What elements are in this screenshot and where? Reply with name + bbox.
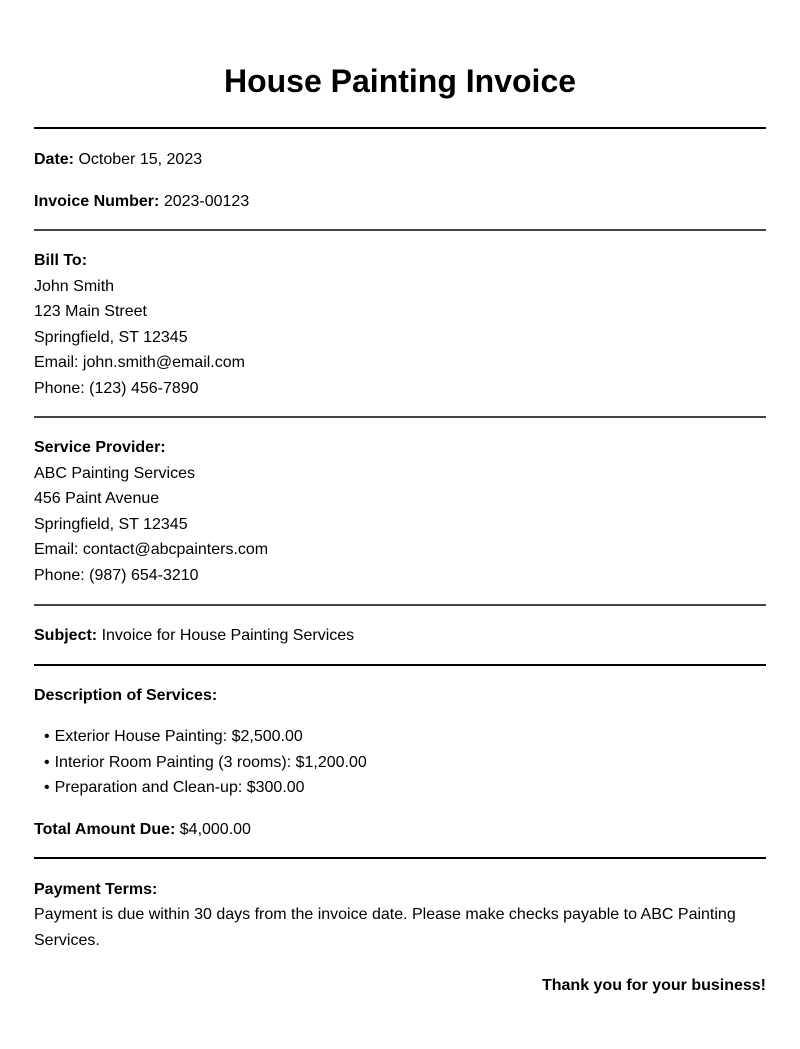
list-item bbox=[44, 750, 367, 776]
bill-to-email: Email: john.smith@email.com bbox=[34, 354, 245, 372]
payment-terms-heading: Payment Terms: bbox=[34, 881, 158, 898]
date-value: October 15, 2023 bbox=[78, 151, 203, 168]
bill-to-section bbox=[34, 248, 245, 402]
divider bbox=[34, 127, 766, 129]
invoice-number-value: 2023-00123 bbox=[163, 193, 250, 210]
date-row bbox=[34, 150, 202, 170]
service-item-prep: Preparation and Clean-up: $300.00 bbox=[54, 779, 305, 797]
service-provider-section bbox=[34, 435, 268, 589]
list-item bbox=[44, 724, 367, 750]
bill-to-phone: Phone: (123) 456-7890 bbox=[34, 379, 199, 397]
provider-street: 456 Paint Avenue bbox=[34, 490, 160, 508]
subject-value: Invoice for House Painting Services bbox=[101, 627, 355, 644]
list-item bbox=[44, 775, 367, 801]
service-item-interior: Interior Room Painting (3 rooms): $1,200.00 bbox=[54, 753, 367, 771]
provider-phone: Phone: (987) 654-3210 bbox=[34, 566, 199, 584]
invoice-number-label: Invoice Number: bbox=[34, 193, 160, 210]
total-value: $4,000.00 bbox=[179, 821, 251, 838]
payment-terms-text: Payment is due within 30 days from the invoice date. Please make checks payable to ABC Painting Services. bbox=[34, 906, 736, 949]
subject-label: Subject: bbox=[34, 627, 98, 644]
divider bbox=[34, 604, 766, 606]
provider-name: ABC Painting Services bbox=[34, 464, 195, 482]
page-title: House Painting Invoice bbox=[223, 63, 577, 99]
divider bbox=[34, 229, 766, 231]
total-row bbox=[34, 820, 251, 840]
date-label: Date: bbox=[34, 151, 75, 168]
divider bbox=[34, 857, 766, 859]
bill-to-city: Springfield, ST 12345 bbox=[34, 328, 188, 346]
divider bbox=[34, 416, 766, 418]
provider-email: Email: contact@abcpainters.com bbox=[34, 541, 269, 559]
services-list bbox=[44, 724, 367, 801]
bill-to-street: 123 Main Street bbox=[34, 303, 147, 321]
invoice-number-row bbox=[34, 192, 249, 212]
total-label: Total Amount Due: bbox=[34, 821, 176, 838]
service-provider-heading: Service Provider: bbox=[34, 439, 166, 456]
subject-row bbox=[34, 626, 354, 646]
closing-message: Thank you for your business! bbox=[541, 977, 766, 994]
service-item-exterior: Exterior House Painting: $2,500.00 bbox=[54, 728, 303, 745]
bill-to-name: John Smith bbox=[34, 277, 115, 295]
bill-to-heading: Bill To: bbox=[34, 252, 88, 269]
divider bbox=[34, 664, 766, 666]
provider-city: Springfield, ST 12345 bbox=[34, 515, 188, 533]
services-heading: Description of Services: bbox=[34, 687, 218, 704]
